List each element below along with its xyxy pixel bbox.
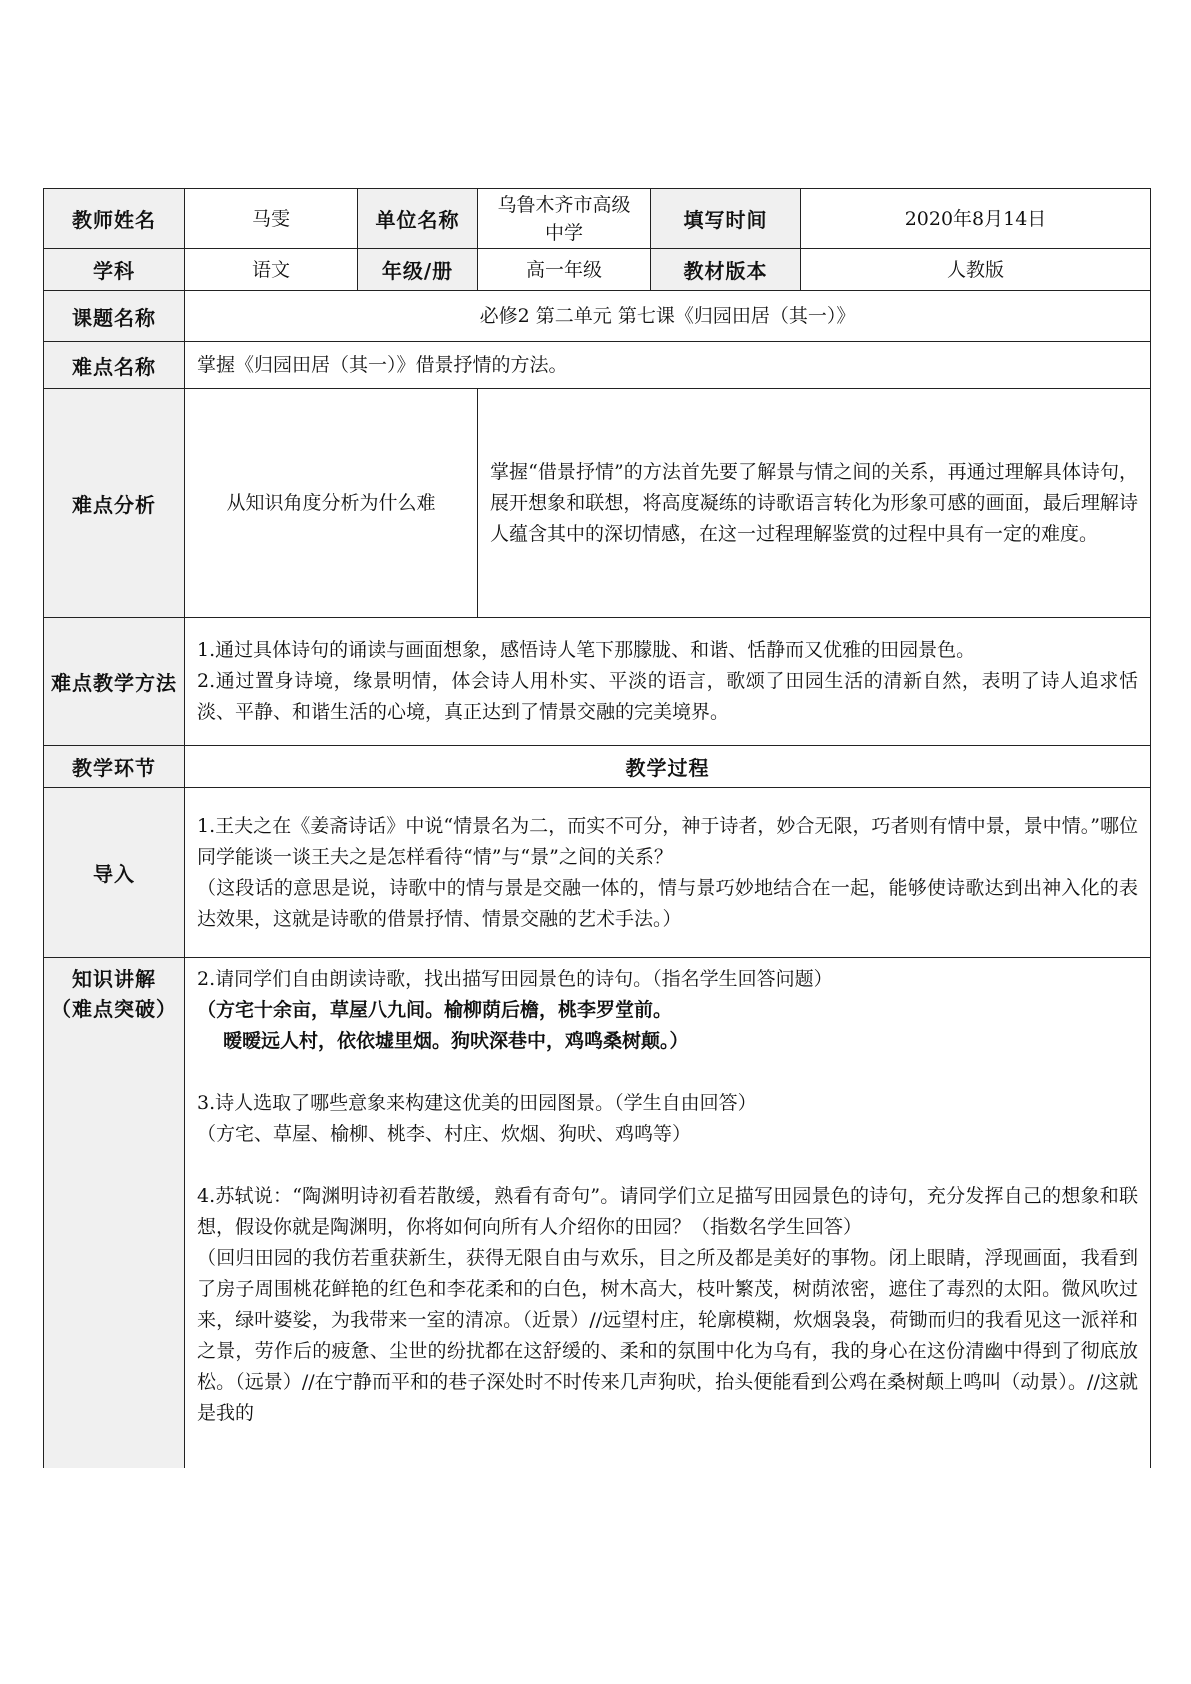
question-4: 4.苏轼说：“陶渊明诗初看若散缓，熟看有奇句”。请同学们立足描写田园景色的诗句，充分发挥自己的想象和联想，假设你就是陶渊明，你将如何向所有人介绍你的田园？（指数名学生回答） [197, 1185, 1138, 1238]
poem-line-2: 暧暧远人村，依依墟里烟。狗吠深巷中，鸡鸣桑树颠。） [223, 1030, 689, 1052]
header-row-1 [44, 189, 1151, 249]
method-line-1: 1.通过具体诗句的诵读与画面想象，感悟诗人笔下那朦胧、和谐、恬静而又优雅的田园景色。 [197, 639, 976, 661]
topic-value: 必修2 第二单元 第七课《归园田居（其一）》 [185, 291, 1151, 342]
difficulty-value: 掌握《归园田居（其一）》借景抒情的方法。 [185, 342, 1151, 389]
question-2: 2.请同学们自由朗读诗歌，找出描写田园景色的诗句。（指名学生回答问题） [197, 968, 833, 990]
question-3: 3.诗人选取了哪些意象来构建这优美的田园图景。（学生自由回答） [197, 1092, 757, 1114]
answer-3: （方宅、草屋、榆柳、桃李、村庄、炊烟、狗吠、鸡鸣等） [197, 1123, 692, 1145]
method-content [185, 618, 1151, 746]
topic-label: 课题名称 [44, 291, 185, 342]
grade-label: 年级/册 [358, 249, 478, 291]
subject-label: 学科 [44, 249, 185, 291]
analysis-label: 难点分析 [44, 389, 185, 618]
knowledge-row [44, 958, 1151, 1468]
intro-row [44, 788, 1151, 958]
spacer [197, 1057, 1138, 1088]
method-label: 难点教学方法 [44, 618, 185, 746]
analysis-row [44, 389, 1151, 618]
date-value: 2020年8月14日 [801, 189, 1151, 249]
subject-value: 语文 [185, 249, 358, 291]
process-header-row [44, 746, 1151, 788]
edition-label: 教材版本 [651, 249, 801, 291]
method-row [44, 618, 1151, 746]
process-stage-label: 教学环节 [44, 746, 185, 788]
answer-4: （回归田园的我仿若重获新生，获得无限自由与欢乐，目之所及都是美好的事物。闭上眼睛，浮现画面，我看到了房子周围桃花鲜艳的红色和李花柔和的白色，树木高大，枝叶繁茂，树荫浓密，遮住了毒烈的太阳。微风吹过来，绿叶婆娑，为我带来一室的清凉。（近景）//远望村庄，轮廓模糊，炊烟袅袅，荷锄而归的我看见这一派祥和之景，劳作后的疲惫、尘世的纷扰都在这舒缓的、柔和的氛围中化为乌有，我的身心在这份清幽中得到了彻底放松。（远景）//在宁静而平和的巷子深处时不时传来几声狗吠，抬头便能看到公鸡在桑树颠上鸣叫（动景）。//这就是我的 [197, 1247, 1138, 1424]
intro-line-2: （这段话的意思是说，诗歌中的情与景是交融一体的，情与景巧妙地结合在一起，能够使诗歌达到出神入化的表达效果，这就是诗歌的借景抒情、情景交融的艺术手法。） [197, 876, 1138, 930]
lesson-plan-table [43, 188, 1151, 1468]
knowledge-content [185, 958, 1151, 1468]
intro-label: 导入 [44, 788, 185, 958]
grade-value: 高一年级 [478, 249, 651, 291]
edition-value: 人教版 [801, 249, 1151, 291]
analysis-sub-label: 从知识角度分析为什么难 [185, 389, 478, 618]
knowledge-label [44, 958, 185, 1468]
topic-row [44, 291, 1151, 342]
teacher-value: 马雯 [185, 189, 358, 249]
knowledge-label-line-1: 知识讲解 [72, 967, 156, 991]
difficulty-row [44, 342, 1151, 389]
intro-line-1: 1.王夫之在《姜斋诗话》中说“情景名为二，而实不可分，神于诗者，妙合无限，巧者则有情中景，景中情。”哪位同学能谈一谈王夫之是怎样看待“情”与“景”之间的关系？ [197, 814, 1138, 868]
header-row-2 [44, 249, 1151, 291]
unit-value: 乌鲁木齐市高级中学 [478, 189, 651, 249]
intro-content [185, 788, 1151, 958]
date-label: 填写时间 [651, 189, 801, 249]
knowledge-label-line-2: （难点突破） [51, 997, 177, 1021]
method-line-2: 2.通过置身诗境，缘景明情，体会诗人用朴实、平淡的语言，歌颂了田园生活的清新自然，表明了诗人追求恬淡、平静、和谐生活的心境，真正达到了情景交融的完美境界。 [197, 670, 1138, 723]
unit-label: 单位名称 [358, 189, 478, 249]
poem-line-1: （方宅十余亩，草屋八九间。榆柳荫后檐，桃李罗堂前。 [197, 999, 673, 1021]
difficulty-label: 难点名称 [44, 342, 185, 389]
spacer [197, 1150, 1138, 1181]
analysis-value: 掌握“借景抒情”的方法首先要了解景与情之间的关系，再通过理解具体诗句，展开想象和联想，将高度凝练的诗歌语言转化为形象可感的画面，最后理解诗人蕴含其中的深切情感，在这一过程理解鉴赏的过程中具有一定的难度。 [478, 389, 1151, 618]
process-title: 教学过程 [185, 746, 1151, 788]
teacher-label: 教师姓名 [44, 189, 185, 249]
